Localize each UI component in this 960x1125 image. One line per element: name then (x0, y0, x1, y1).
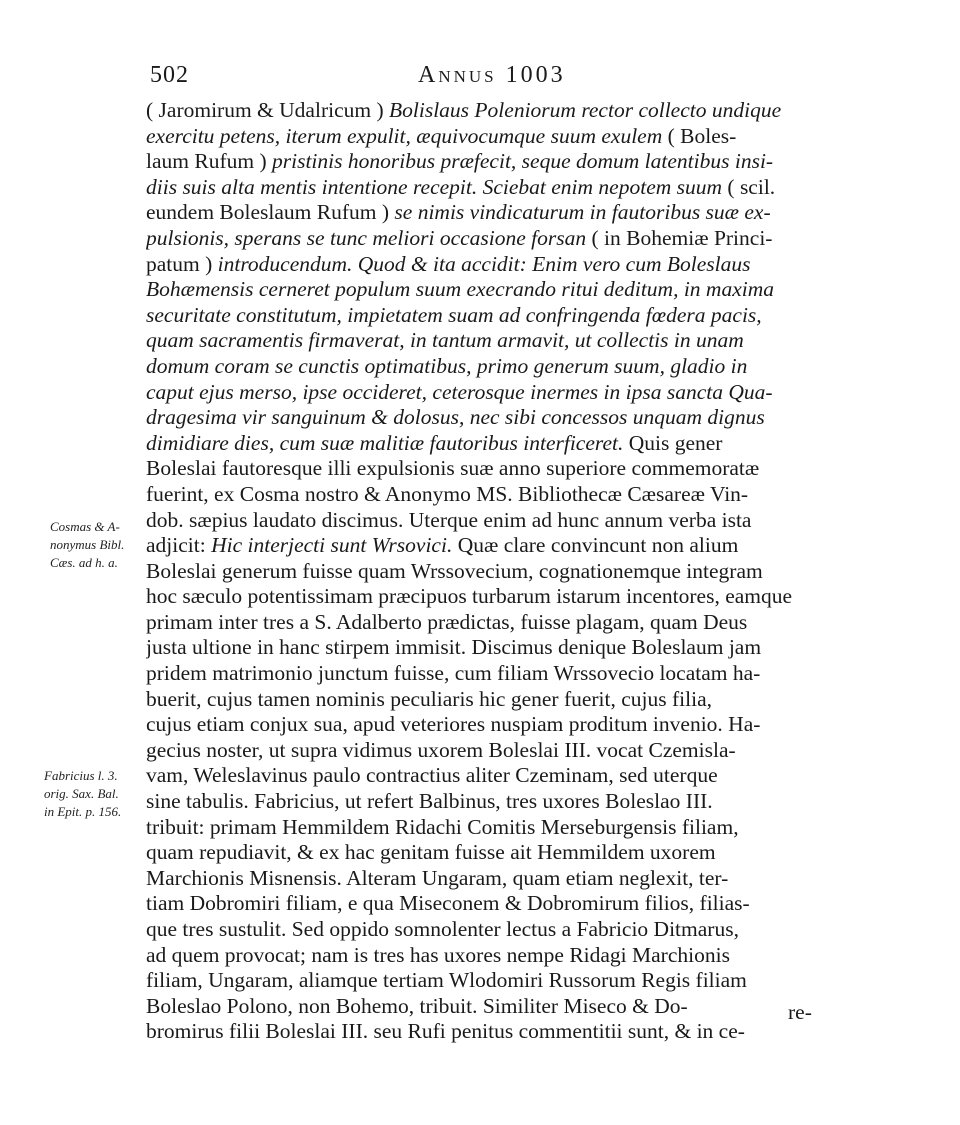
text-line (146, 917, 834, 943)
roman-segment: tribuit: primam Hemmildem Ridachi Comitis Merseburgensis filiam, (146, 814, 739, 839)
text-line (146, 687, 834, 713)
italic-segment: Bohæmensis cerneret populum suum execrando ritui deditum, in maxima (146, 277, 774, 302)
roman-segment: eundem Boleslaum Rufum ) (146, 200, 395, 225)
roman-segment: filiam, Ungaram, aliamque tertiam Wlodomiri Russorum Regis filiam (146, 968, 747, 993)
margin-note-line: in Epit. p. 156. (44, 804, 122, 819)
italic-segment: dragesima vir sanguinum & dolosus, nec sibi concessos unquam dignus (146, 405, 765, 430)
roman-segment: cujus etiam conjux sua, apud veteriores nuspiam proditum invenio. Ha- (146, 712, 761, 737)
text-line (146, 124, 834, 150)
roman-segment: Boleslai fautoresque illi expulsionis suæ anno superiore commemoratæ (146, 456, 760, 481)
text-line (146, 328, 834, 354)
roman-segment: Quæ clare convincunt non alium (457, 533, 739, 558)
text-line (146, 815, 834, 841)
roman-segment: Boleslai generum fuisse quam Wrssovecium, cognationemque integram (146, 558, 763, 583)
page-header (150, 62, 830, 96)
text-line (146, 943, 834, 969)
text-line (146, 431, 834, 457)
text-line (146, 840, 834, 866)
italic-segment: domum coram se cunctis optimatibus, primo generum suum, gladio in (146, 353, 748, 378)
text-line (146, 277, 834, 303)
roman-segment: dob. sæpius laudato discimus. Uterque enim ad hunc annum verba ista (146, 507, 752, 532)
text-line (146, 380, 834, 406)
margin-note-fabricius (44, 767, 121, 821)
roman-segment: pridem matrimonio junctum fuisse, cum filiam Wrssovecio locatam ha- (146, 661, 761, 686)
text-line (146, 661, 834, 687)
roman-segment: ad quem provocat; nam is tres has uxores nempe Ridagi Marchionis (146, 942, 730, 967)
italic-segment: pristinis honoribus præfecit, seque domum latentibus insi- (272, 149, 774, 174)
text-line (146, 789, 834, 815)
italic-segment: diis suis alta mentis intentione recepit. Sciebat enim nepotem suum (146, 174, 728, 199)
text-line (146, 508, 834, 534)
italic-segment: exercitu petens, iterum expulit, æquivocumque suum exulem (146, 123, 668, 148)
margin-note-line: Fabricius l. 3. (44, 768, 118, 783)
text-line (146, 968, 834, 994)
roman-segment: adjicit: (146, 533, 212, 558)
italic-segment: pulsionis, sperans se tunc meliori occasione forsan (146, 225, 592, 250)
roman-segment: Marchionis Misnensis. Alteram Ungaram, quam etiam neglexit, ter- (146, 865, 729, 890)
page-number: 502 (150, 62, 189, 88)
italic-segment: dimidiare dies, cum suæ malitiæ fautoribus interficeret. (146, 430, 629, 455)
margin-note-line: orig. Sax. Bal. (44, 786, 119, 801)
text-line (146, 1019, 834, 1045)
roman-segment: ( Jaromirum & Udalricum ) (146, 98, 390, 122)
margin-note-line: Cosmas & A- (50, 519, 120, 534)
text-line (146, 482, 834, 508)
main-text (146, 98, 834, 1045)
text-line (146, 891, 834, 917)
text-line (146, 456, 834, 482)
roman-segment: tiam Dobromiri filiam, e qua Miseconem & Dobromirum filios, filias- (146, 891, 750, 916)
roman-segment: buerit, cujus tamen nominis peculiaris hic gener fuerit, cujus filia, (146, 686, 713, 711)
roman-segment: ( in Bohemiæ Princi- (591, 225, 773, 250)
roman-segment: quam repudiavit, & ex hac genitam fuisse ait Hemmildem uxorem (146, 840, 716, 865)
italic-segment: introducendum. Quod & ita accidit: Enim vero cum Boleslaus (217, 251, 751, 276)
roman-segment: que tres sustulit. Sed oppido somnolenter lectus a Fabricio Ditmarus, (146, 917, 739, 941)
roman-segment: Quis gener (628, 430, 723, 455)
text-line (146, 712, 834, 738)
text-line (146, 252, 834, 278)
text-line (146, 610, 834, 636)
roman-segment: ( scil. (727, 174, 776, 199)
margin-note-line: nonymus Bibl. (50, 537, 125, 552)
roman-segment: sine tabulis. Fabricius, ut refert Balbinus, tres uxores Boleslao III. (146, 789, 713, 814)
text-line (146, 763, 834, 789)
text-line (146, 584, 834, 610)
text-line (146, 533, 834, 559)
italic-segment: Hic interjecti sunt Wrsovici. (211, 533, 458, 558)
text-line (146, 559, 834, 585)
text-line (146, 303, 834, 329)
roman-segment: hoc sæculo potentissimam præcipuos turbarum istarum incentores, eamque (146, 584, 793, 609)
text-line (146, 405, 834, 431)
text-line (146, 635, 834, 661)
text-line (146, 175, 834, 201)
text-line (146, 738, 834, 764)
margin-note-line: Cæs. ad h. a. (50, 555, 118, 570)
margin-note-cosmas (50, 518, 124, 572)
roman-segment: patum ) (146, 251, 218, 276)
roman-segment: primam inter tres a S. Adalberto prædictas, fuisse plagam, quam Deus (146, 609, 748, 634)
catchword: re- (788, 1000, 812, 1024)
italic-segment: securitate constitutum, impietatem suam ad confringenda fœdera pacis, (146, 302, 762, 327)
italic-segment: quam sacramentis firmaverat, in tantum armavit, ut collectis in unam (146, 328, 744, 353)
text-line (146, 866, 834, 892)
text-line (146, 994, 834, 1020)
roman-segment: bromirus filii Boleslai III. seu Rufi penitus commentitii sunt, & in ce- (146, 1019, 745, 1044)
italic-segment: Bolislaus Poleniorum rector collecto undique (389, 98, 782, 122)
text-line (146, 226, 834, 252)
running-head: Annus 1003 (418, 62, 566, 88)
text-line (146, 200, 834, 226)
text-line (146, 149, 834, 175)
roman-segment: justa ultione in hanc stirpem immisit. Discimus denique Boleslaum jam (146, 635, 762, 660)
italic-segment: caput ejus merso, ipse occideret, ceterosque inermes in ipsa sancta Qua- (146, 379, 773, 404)
text-line (146, 98, 834, 124)
roman-segment: fuerint, ex Cosma nostro & Anonymo MS. Bibliothecæ Cæsareæ Vin- (146, 481, 749, 506)
roman-segment: vam, Weleslavinus paulo contractius aliter Czeminam, sed uterque (146, 763, 718, 788)
roman-segment: ( Boles- (667, 123, 737, 148)
text-line (146, 354, 834, 380)
roman-segment: gecius noster, ut supra vidimus uxorem Boleslai III. vocat Czemisla- (146, 737, 736, 762)
italic-segment: se nimis vindicaturum in fautoribus suæ ex- (394, 200, 771, 225)
roman-segment: Boleslao Polono, non Bohemo, tribuit. Similiter Miseco & Do- (146, 993, 688, 1018)
roman-segment: laum Rufum ) (146, 149, 272, 174)
